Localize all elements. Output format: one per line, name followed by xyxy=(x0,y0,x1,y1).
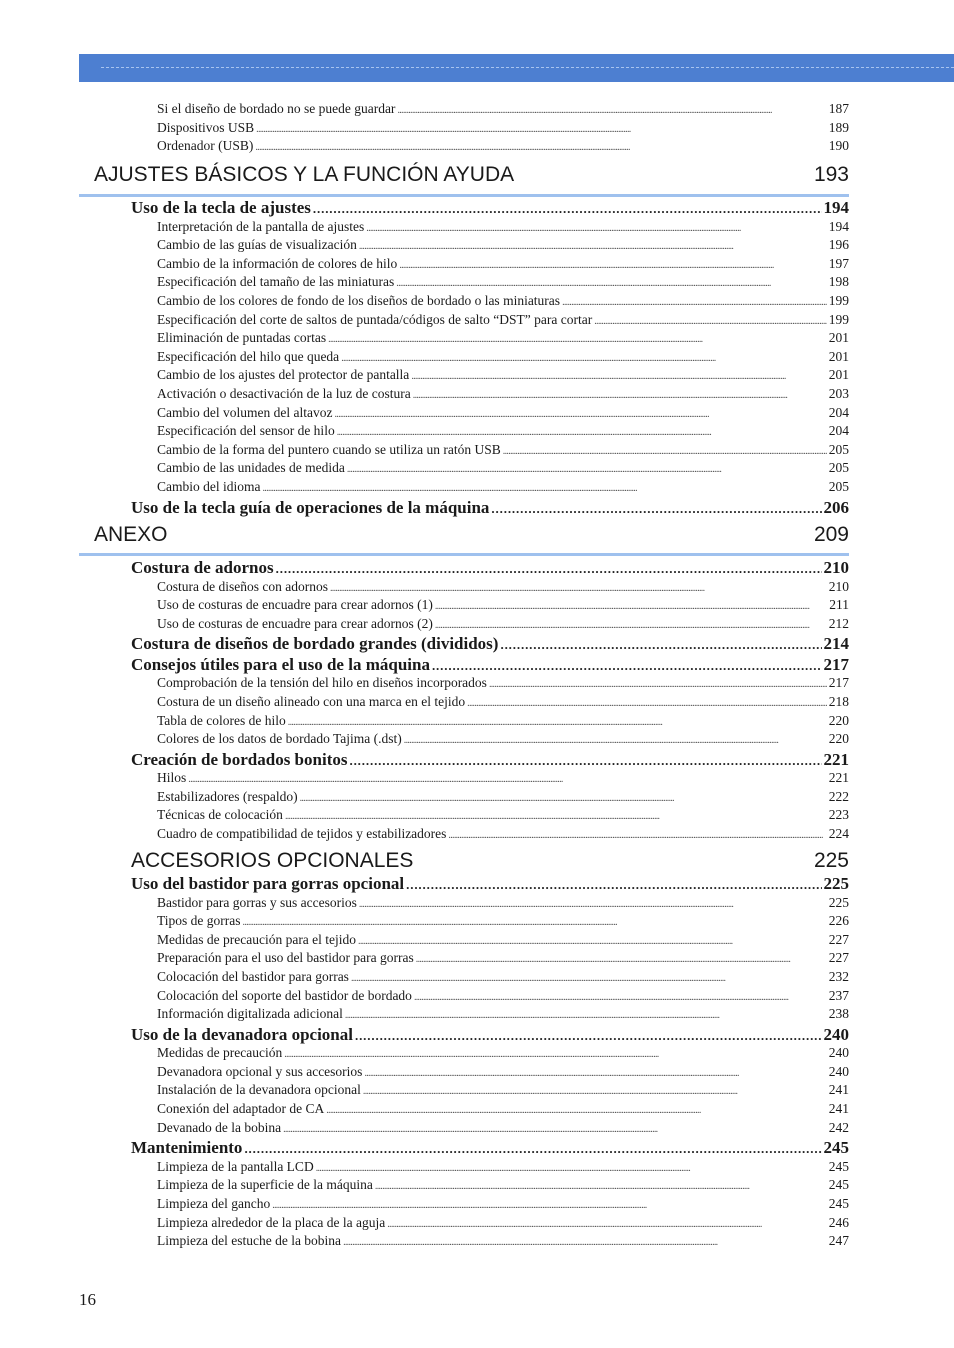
toc-subentry xyxy=(157,101,849,119)
toc-subentry-leader xyxy=(337,423,827,439)
toc-subentry xyxy=(157,713,849,731)
toc-subentry xyxy=(157,442,849,460)
toc-subentry xyxy=(157,312,849,330)
toc-subentry-page: 217 xyxy=(828,675,849,691)
toc-subentry xyxy=(157,1177,849,1195)
toc-subentry xyxy=(157,579,849,597)
toc-subentry xyxy=(157,807,849,825)
toc-subentry-page: 241 xyxy=(828,1082,849,1098)
toc-subentry xyxy=(157,770,849,788)
toc-entry-leader xyxy=(244,1138,821,1158)
toc-subentry-page: 198 xyxy=(828,274,849,290)
toc-subentry-page: 224 xyxy=(828,826,849,841)
toc-subentry xyxy=(157,237,849,255)
toc-subentry-leader xyxy=(316,1159,827,1175)
toc-entry-leader xyxy=(349,750,821,770)
toc-subentry-page: 225 xyxy=(828,894,849,910)
toc-subentry-page: 237 xyxy=(828,987,849,1003)
toc-entry-title: Uso de la tecla guía de operaciones de la máquina xyxy=(131,497,490,517)
toc-subentry-leader xyxy=(363,1082,827,1098)
toc-subentry-leader xyxy=(448,826,826,842)
section-page: 225 xyxy=(813,849,849,872)
toc-subentry-leader xyxy=(397,101,826,117)
toc-entry xyxy=(131,1025,849,1045)
toc-subentry-title: Uso de costuras de encuadre para crear adornos (1) xyxy=(157,597,433,613)
toc-subentry-title: Ordenador (USB) xyxy=(157,138,254,154)
toc-subentry-title: Colocación del soporte del bastidor de bordado xyxy=(157,987,412,1003)
toc-subentry-page: 199 xyxy=(828,311,849,327)
toc-subentry xyxy=(157,423,849,441)
toc-subentry-title: Preparación para el uso del bastidor para gorras xyxy=(157,950,414,966)
toc-subentry-page: 201 xyxy=(828,330,849,346)
toc-entry-page: 214 xyxy=(823,634,849,654)
toc-entry-leader xyxy=(491,498,821,518)
toc-subentry-leader xyxy=(387,1215,827,1231)
toc-subentry-title: Colores de los datos de bordado Tajima (.dst) xyxy=(157,731,402,747)
page-number: 16 xyxy=(79,1290,96,1309)
toc-subentry-title: Cambio de las guías de visualización xyxy=(157,237,357,253)
toc-subentry xyxy=(157,293,849,311)
section-page: 193 xyxy=(813,163,849,186)
toc-entry xyxy=(131,198,849,218)
toc-subentry xyxy=(157,616,849,634)
toc-subentry xyxy=(157,913,849,931)
toc-subentry-title: Bastidor para gorras y sus accesorios xyxy=(157,894,357,910)
toc-subentry-page: 201 xyxy=(828,367,849,383)
toc-subentry-page: 220 xyxy=(828,712,849,728)
toc-subentry xyxy=(157,138,849,156)
toc-subentry-title: Instalación de la devanadora opcional xyxy=(157,1082,361,1098)
toc-subentry xyxy=(157,1006,849,1024)
toc-subentry xyxy=(157,1082,849,1100)
toc-subentry-page: 187 xyxy=(828,101,849,116)
toc-subentry-title: Limpieza del gancho xyxy=(157,1195,271,1211)
toc-subentry-title: Limpieza alrededor de la placa de la aguja xyxy=(157,1214,386,1230)
section-title: ACCESORIOS OPCIONALES xyxy=(131,849,414,872)
toc-entry xyxy=(131,750,849,770)
toc-subentry-leader xyxy=(489,675,827,691)
toc-subentry-leader xyxy=(255,138,826,154)
toc-entry-leader xyxy=(432,655,822,675)
toc-subentry-title: Eliminación de puntadas cortas xyxy=(157,330,327,346)
toc-subentry-title: Hilos xyxy=(157,770,187,786)
toc-subentry-page: 245 xyxy=(828,1158,849,1174)
toc-subentry xyxy=(157,367,849,385)
toc-subentry xyxy=(157,386,849,404)
toc-subentry-leader xyxy=(341,349,827,365)
toc-subentry-title: Cambio de los colores de fondo de los diseños de bordado o las miniaturas xyxy=(157,292,561,308)
toc-subentry xyxy=(157,950,849,968)
section-title: AJUSTES BÁSICOS Y LA FUNCIÓN AYUDA xyxy=(94,163,515,186)
toc-subentry xyxy=(157,1045,849,1063)
toc-subentry xyxy=(157,274,849,292)
toc-subentry-page: 240 xyxy=(828,1063,849,1079)
toc-subentry-title: Cambio de los ajustes del protector de pantalla xyxy=(157,367,410,383)
toc-subentry-page: 227 xyxy=(828,931,849,947)
toc-subentry-leader xyxy=(272,1196,827,1212)
toc-subentry-leader xyxy=(284,1045,827,1061)
toc-subentry-title: Uso de costuras de encuadre para crear adornos (2) xyxy=(157,615,433,631)
toc-subentry xyxy=(157,219,849,237)
toc-subentry-title: Costura de un diseño alineado con una marca en el tejido xyxy=(157,693,466,709)
toc-entry-title: Costura de diseños de bordado grandes (divididos) xyxy=(131,634,499,654)
toc-entry-title: Costura de adornos xyxy=(131,558,274,577)
toc-subentry-page: 218 xyxy=(828,693,849,709)
toc-subentry-title: Limpieza de la pantalla LCD xyxy=(157,1158,314,1174)
toc-subentry xyxy=(157,988,849,1006)
toc-subentry-page: 199 xyxy=(828,292,849,308)
banner-dashed-line xyxy=(101,67,954,68)
toc-subentry-leader xyxy=(328,330,827,346)
toc-subentry-title: Tipos de gorras xyxy=(157,913,241,929)
toc-subentry-page: 232 xyxy=(828,968,849,984)
toc-subentry-page: 212 xyxy=(828,615,849,631)
toc-subentry-leader xyxy=(300,789,827,805)
toc-subentry xyxy=(157,1215,849,1233)
toc-subentry-leader xyxy=(263,479,827,495)
toc-subentry xyxy=(157,1159,849,1177)
toc-entry-page: 245 xyxy=(823,1138,849,1158)
toc-subentry-page: 245 xyxy=(828,1195,849,1211)
toc-subentry-title: Conexión del adaptador de CA xyxy=(157,1101,325,1116)
toc-subentry-page: 223 xyxy=(828,807,849,823)
section-heading xyxy=(94,163,849,187)
toc-entry xyxy=(131,874,849,894)
toc-subentry-page: 210 xyxy=(828,578,849,594)
toc-subentry-leader xyxy=(288,713,827,729)
toc-entry-page: 217 xyxy=(823,654,849,674)
toc-subentry xyxy=(157,120,849,138)
toc-subentry-page: 197 xyxy=(828,255,849,271)
toc-subentry-leader xyxy=(359,895,827,911)
toc-subentry-title: Cambio del volumen del altavoz xyxy=(157,404,333,420)
toc-subentry-title: Activación o desactivación de la luz de costura xyxy=(157,385,411,401)
toc-subentry-page: 205 xyxy=(828,478,849,494)
toc-subentry-leader xyxy=(396,274,826,290)
toc-entry-title: Uso de la devanadora opcional xyxy=(131,1024,353,1044)
toc-subentry-page: 201 xyxy=(828,348,849,364)
toc-subentry-page: 245 xyxy=(828,1177,849,1193)
toc-subentry-page: 240 xyxy=(828,1045,849,1061)
toc-subentry-leader xyxy=(467,694,827,710)
toc-subentry-title: Especificación del hilo que queda xyxy=(157,348,340,364)
toc-subentry-page: 204 xyxy=(828,423,849,439)
toc-subentry xyxy=(157,789,849,807)
toc-entry-title: Uso del bastidor para gorras opcional xyxy=(131,874,405,893)
toc-subentry-leader xyxy=(358,932,827,948)
toc-subentry-leader xyxy=(345,1006,827,1022)
toc-subentry-leader xyxy=(343,1233,827,1249)
toc-subentry-title: Cambio de la forma del puntero cuando se utiliza un ratón USB xyxy=(157,441,501,457)
toc-subentry-title: Cuadro de compatibilidad de tejidos y estabilizadores xyxy=(157,826,447,841)
toc-entry-title: Consejos útiles para el uso de la máquina xyxy=(131,654,430,674)
toc-subentry-title: Técnicas de colocación xyxy=(157,807,283,823)
toc-entry-title: Uso de la tecla de ajustes xyxy=(131,198,311,217)
toc-subentry-title: Devanadora opcional y sus accesorios xyxy=(157,1063,363,1079)
toc-subentry-title: Especificación del corte de saltos de puntada/códigos de salto “DST” para cortar xyxy=(157,311,593,327)
toc-subentry-leader xyxy=(364,1064,826,1080)
toc-subentry-page: 227 xyxy=(828,950,849,966)
toc-subentry-title: Colocación del bastidor para gorras xyxy=(157,968,349,984)
toc-subentry-title: Medidas de precaución para el tejido xyxy=(157,931,357,947)
toc-subentry-leader xyxy=(351,969,827,985)
toc-entry-page: 225 xyxy=(823,874,849,893)
toc-subentry-page: 246 xyxy=(828,1214,849,1230)
toc-subentry-page: 211 xyxy=(829,597,849,613)
toc-subentry-leader xyxy=(330,579,827,595)
toc-entry-leader xyxy=(313,198,822,218)
toc-entry xyxy=(131,655,849,675)
toc-subentry-title: Cambio del idioma xyxy=(157,478,261,494)
toc-subentry-page: 194 xyxy=(828,218,849,234)
toc-subentry-leader xyxy=(256,120,827,136)
toc-entry xyxy=(131,634,849,654)
toc-entry-leader xyxy=(406,874,821,894)
toc-subentry-leader xyxy=(435,616,827,632)
toc-subentry-page: 247 xyxy=(828,1233,849,1249)
toc-subentry-page: 204 xyxy=(828,404,849,420)
toc-subentry-leader xyxy=(334,405,826,421)
toc-subentry-leader xyxy=(375,1177,827,1193)
toc-subentry-leader xyxy=(285,807,827,823)
toc-subentry-title: Limpieza de la superficie de la máquina xyxy=(157,1177,373,1193)
toc-subentry-leader xyxy=(435,597,827,613)
toc-subentry-title: Dispositivos USB xyxy=(157,119,255,135)
toc-subentry-leader xyxy=(503,442,827,458)
toc-entry xyxy=(131,1138,849,1158)
toc-subentry-leader xyxy=(188,770,826,786)
toc-subentry xyxy=(157,969,849,987)
toc-subentry xyxy=(157,826,849,844)
toc-entry-page: 206 xyxy=(823,497,849,517)
toc-subentry-leader xyxy=(366,219,826,235)
section-title: ANEXO xyxy=(94,523,168,546)
toc-subentry xyxy=(157,675,849,693)
toc-subentry xyxy=(157,349,849,367)
toc-subentry-title: Interpretación de la pantalla de ajustes xyxy=(157,218,365,234)
toc-subentry xyxy=(157,460,849,478)
toc-entry-title: Mantenimiento xyxy=(131,1138,243,1158)
toc-entry-leader xyxy=(500,634,821,654)
toc-subentry-leader xyxy=(594,312,827,328)
toc-subentry-leader xyxy=(404,731,827,747)
toc-subentry-page: 222 xyxy=(828,788,849,804)
toc-subentry-title: Cambio de la información de colores de hilo xyxy=(157,255,398,271)
toc-subentry xyxy=(157,1196,849,1214)
section-page: 209 xyxy=(813,523,849,546)
toc-subentry-leader xyxy=(359,237,827,253)
toc-subentry-title: Cambio de las unidades de medida xyxy=(157,460,345,476)
toc-entry-leader xyxy=(355,1025,822,1045)
toc-subentry-page: 196 xyxy=(828,237,849,253)
toc-entry xyxy=(131,558,849,578)
toc-entry-page: 194 xyxy=(823,198,849,217)
toc-entry-title: Creación de bordados bonitos xyxy=(131,749,348,769)
toc-subentry xyxy=(157,1120,849,1138)
toc-subentry-page: 241 xyxy=(828,1101,849,1116)
toc-subentry xyxy=(157,330,849,348)
section-heading xyxy=(94,523,849,547)
toc-subentry-leader xyxy=(411,367,826,383)
toc-subentry xyxy=(157,405,849,423)
toc-subentry-page: 220 xyxy=(828,731,849,747)
toc-subentry-title: Si el diseño de bordado no se puede guardar xyxy=(157,101,396,116)
toc-subentry-page: 221 xyxy=(828,770,849,786)
toc-subentry-title: Información digitalizada adicional xyxy=(157,1006,343,1022)
toc-subentry-title: Estabilizadores (respaldo) xyxy=(157,788,298,804)
toc-subentry-title: Especificación del sensor de hilo xyxy=(157,423,335,439)
toc-subentry-leader xyxy=(326,1101,827,1117)
toc-subentry-leader xyxy=(414,988,827,1004)
toc-subentry xyxy=(157,1064,849,1082)
toc-subentry-leader xyxy=(413,386,827,402)
toc-entry-page: 240 xyxy=(823,1024,849,1044)
toc-subentry-leader xyxy=(347,460,827,476)
section-heading xyxy=(131,849,849,873)
toc-subentry-title: Costura de diseños con adornos xyxy=(157,578,328,594)
toc-subentry-page: 205 xyxy=(828,441,849,457)
toc-subentry xyxy=(157,932,849,950)
toc-subentry-page: 189 xyxy=(828,119,849,135)
toc-subentry-page: 226 xyxy=(828,913,849,929)
toc-subentry xyxy=(157,1101,849,1119)
toc-subentry xyxy=(157,731,849,749)
toc-subentry-page: 190 xyxy=(828,138,849,154)
toc-entry-leader xyxy=(276,558,822,578)
toc-subentry xyxy=(157,1233,849,1251)
toc-subentry-leader xyxy=(562,293,827,309)
toc-subentry-leader xyxy=(283,1120,827,1136)
toc-entry-page: 210 xyxy=(823,558,849,577)
toc-subentry-title: Tabla de colores de hilo xyxy=(157,712,286,728)
toc-entry xyxy=(131,498,849,518)
toc-subentry-leader xyxy=(399,256,826,272)
section-rule xyxy=(79,194,849,197)
toc-subentry-page: 242 xyxy=(828,1119,849,1135)
toc-subentry-page: 205 xyxy=(828,460,849,476)
toc-subentry-title: Medidas de precaución xyxy=(157,1045,283,1061)
toc-subentry-title: Devanado de la bobina xyxy=(157,1119,282,1135)
section-rule xyxy=(79,553,849,556)
header-banner xyxy=(79,54,954,82)
toc-subentry xyxy=(157,256,849,274)
toc-subentry-leader xyxy=(243,913,827,929)
toc-subentry xyxy=(157,479,849,497)
toc-subentry-title: Comprobación de la tensión del hilo en diseños incorporados xyxy=(157,675,487,691)
toc-subentry-title: Especificación del tamaño de las miniaturas xyxy=(157,274,395,290)
toc-subentry-leader xyxy=(416,950,827,966)
toc-entry-page: 221 xyxy=(823,749,849,769)
toc-subentry xyxy=(157,895,849,913)
toc-subentry xyxy=(157,694,849,712)
toc-subentry-title: Limpieza del estuche de la bobina xyxy=(157,1233,342,1249)
toc-subentry-page: 238 xyxy=(828,1006,849,1022)
toc-subentry xyxy=(157,597,849,615)
toc-subentry-page: 203 xyxy=(828,385,849,401)
